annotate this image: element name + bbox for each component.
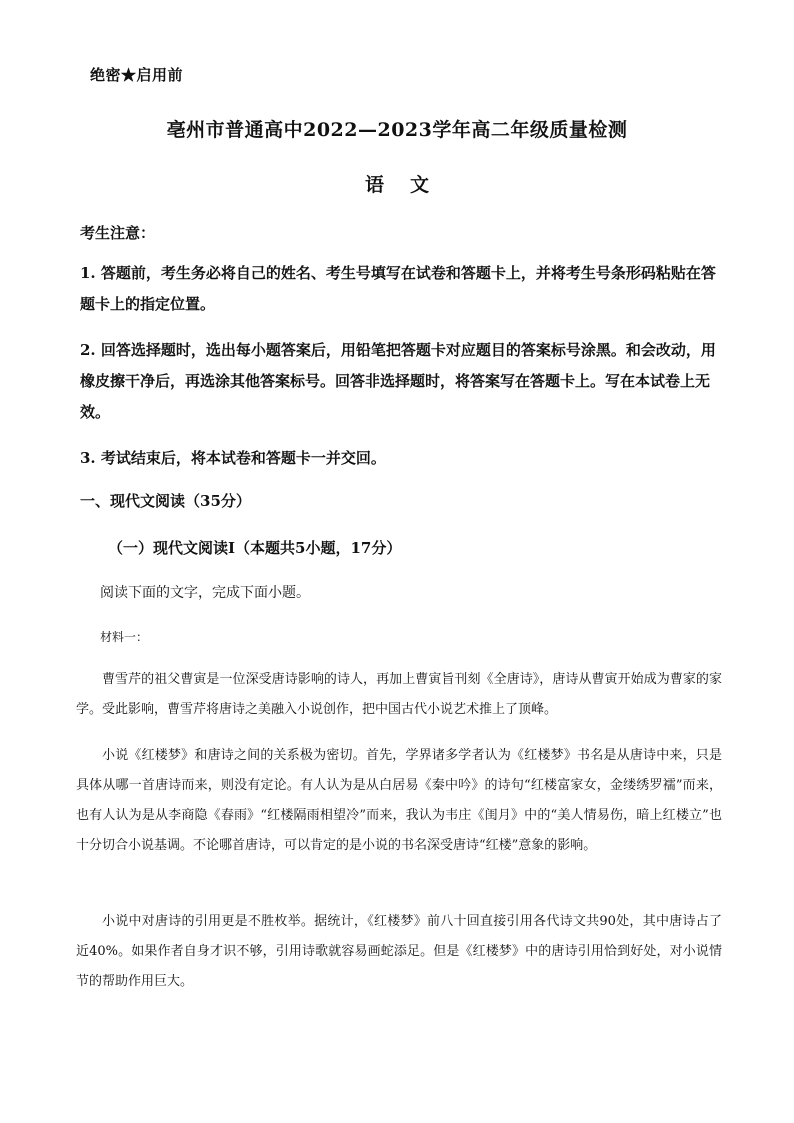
notice-item-1: 1. 答题前，考生务必将自己的姓名、考生号填写在试卷和答题卡上，并将考生号条形码粘贴在答题卡上的指定位置。 (80, 264, 716, 313)
notice-heading: 考生注意： (80, 224, 156, 242)
notice-item-2: 2. 回答选择题时，选出每小题答案后，用铅笔把答题卡对应题目的答案标号涂黑。和会改动，用橡皮擦干净后，再选涂其他答案标号。回答非选择题时，将答案写在答题卡上。写在本试卷上无效。 (80, 341, 716, 421)
notice-item-3: 3. 考试结束后，将本试卷和答题卡一并交回。 (80, 449, 386, 467)
confidential-mark: 绝密★启用前 (90, 66, 184, 84)
material-paragraph-3: 小说中对唐诗的引用更是不胜枚举。据统计，《红楼梦》前八十回直接引用各代诗文共90处，其中唐诗占了近40%。如果作者自身才识不够，引用诗歌就容易画蛇添足。但是《红楼梦》中的唐诗引用恰到好处，对小说情节的帮助作用巨大。 (76, 914, 722, 989)
exam-title: 亳州市普通高中2022—2023学年高二年级质量检测 (166, 119, 628, 141)
subsection-heading: （一）现代文阅读Ⅰ（本题共5小题，17分） (108, 539, 402, 557)
reading-instruction: 阅读下面的文字，完成下面小题。 (100, 585, 310, 601)
material-label: 材料一： (100, 630, 149, 644)
material-paragraph-1: 曹雪芹的祖父曹寅是一位深受唐诗影响的诗人，再加上曹寅旨刊刻《全唐诗》，唐诗从曹寅开始成为曹家的家学。受此影响，曹雪芹将唐诗之美融入小说创作，把中国古代小说艺术推上了顶峰。 (76, 672, 722, 717)
section-heading: 一、现代文阅读（35分） (80, 492, 251, 510)
material-paragraph-2: 小说《红楼梦》和唐诗之间的关系极为密切。首先，学界诸多学者认为《红楼梦》书名是从唐诗中来，只是具体从哪一首唐诗而来，则没有定论。有人认为是从白居易《秦中吟》的诗句“红楼富家女，金缕绣罗襦”而来，也有人认为是从李商隐《春雨》“红楼隔雨相望冷”而来，我认为韦庄《闺月》中的“美人情易伤，暗上红楼立”也十分切合小说基调。不论哪首唐诗，可以肯定的是小说的书名深受唐诗“红楼”意象的影响。 (76, 748, 722, 853)
subject-title: 语文 (364, 174, 455, 196)
